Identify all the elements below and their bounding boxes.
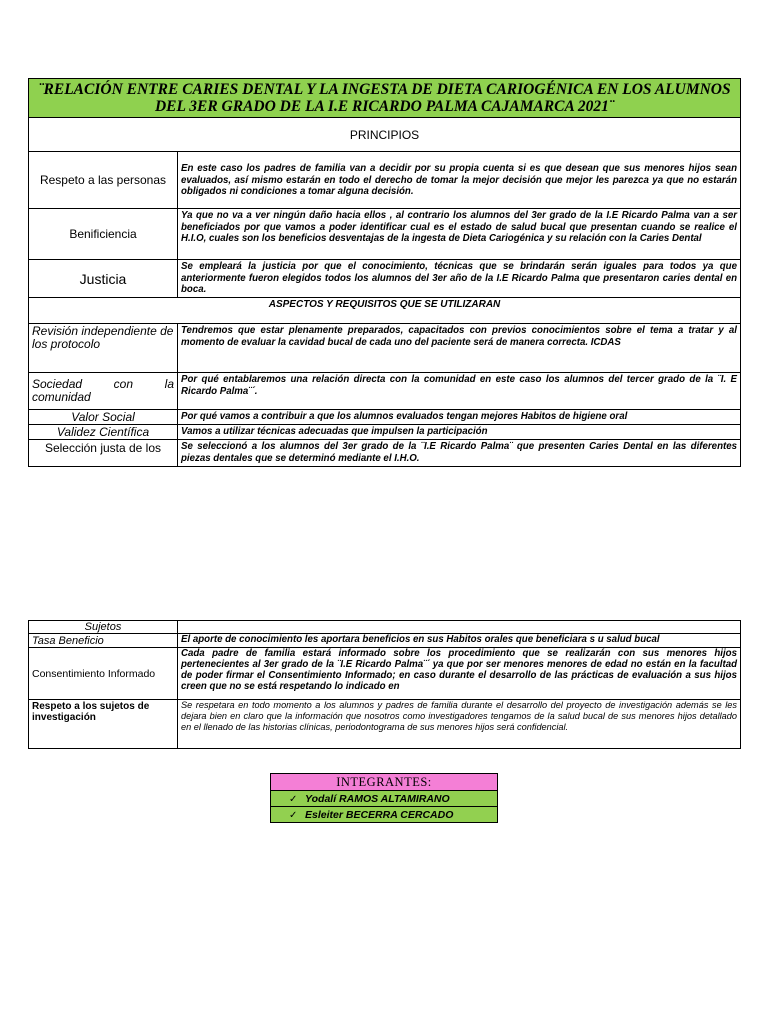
aspect-label: Sociedad con la comunidad [29, 373, 178, 410]
aspect-label: Selección justa de los [29, 440, 178, 467]
check-icon: ✓ [289, 793, 298, 805]
subject-row-label: Consentimiento Informado [29, 648, 178, 700]
principle-text: Ya que no va a ver ningún daño hacia ellos , al contrario los alumnos del 3er grado de la I.E Ricardo Palma van a ser beneficiados por que vamos a poder identificar cual es el estado de salud bucal que presentan cuando se realice el H.I.O, cuales son los beneficios desventajas de la ingesta de Dieta Cariogénica y su relación con la Caries Dental [178, 209, 741, 260]
member-name: Yodalí RAMOS ALTAMIRANO [305, 792, 450, 805]
document-title: ¨RELACIÓN ENTRE CARIES DENTAL Y LA INGESTA DE DIETA CARIOGÉNICA EN LOS ALUMNOS DEL 3ER GRADO DE LA I.E RICARDO PALMA CAJAMARCA 2021¨ [29, 79, 741, 118]
principle-label: Justicia [29, 260, 178, 298]
subject-row-label: Tasa Beneficio [29, 634, 178, 648]
team-member [271, 807, 498, 823]
principles-table [28, 78, 741, 467]
aspectos-header: ASPECTOS Y REQUISITOS QUE SE UTILIZARAN [29, 298, 741, 324]
team-table [270, 773, 498, 823]
team-member [271, 791, 498, 807]
aspect-text: Por qué entablaremos una relación directa con la comunidad en este caso los alumnos del tercer grado de la ¨I. E Ricardo Palma¨´. [178, 373, 741, 410]
subjects-label: Sujetos [29, 621, 178, 634]
aspect-label: Revisión independiente de los protocolo [29, 324, 178, 373]
team-header: INTEGRANTES: [271, 774, 498, 791]
aspect-text: Por qué vamos a contribuir a que los alumnos evaluados tengan mejores Habitos de higiene oral [178, 410, 741, 425]
aspect-label: Validez Científica [29, 425, 178, 440]
subjects-empty-cell [178, 621, 741, 634]
aspect-text: Tendremos que estar plenamente preparados, capacitados con previos conocimientos sobre el tema a tratar y al momento de evaluar la cavidad bucal de cada uno del paciente será de manera correcta. ICDAS [178, 324, 741, 373]
principle-label: Respeto a las personas [29, 152, 178, 209]
subject-row-text: Cada padre de familia estará informado sobre los procedimiento que se realizarán con sus menores hijos pertenecientes al 3er grado de la ¨I.E Ricardo Palma¨´ ya que por ser menores menores de edad no están en la facultad de poder firmar el Consentimiento Informado; en caso durante el desarrollo de las prácticas de evaluación a sus hijos creen que no se está respetando lo indicado en [178, 648, 741, 700]
member-name: Esleiter BECERRA CERCADO [305, 808, 454, 821]
principle-text: Se empleará la justicia por que el conocimiento, técnicas que se brindarán serán iguales para todos ya que anteriormente fueron elegidos todos los alumnos del 3er año de la I.E Ricardo Palma que presentaron caries dental en boca. [178, 260, 741, 298]
aspect-text: Se seleccionó a los alumnos del 3er grado de la ¨I.E Ricardo Palma¨ que presenten Caries Dental en las diferentes piezas dentales que se determinó mediante el I.H.O. [178, 440, 741, 467]
subject-row-text: El aporte de conocimiento les aportara beneficios en sus Habitos orales que beneficiara s u salud bucal [178, 634, 741, 648]
principle-text: En este caso los padres de familia van a decidir por su propia cuenta si es que desean que sus menores hijos sean evaluados, así mismo estarán en todo el derecho de tomar la mejor decisión que mejor les parezca ya que no estarán obligados ni condiciones a tomar alguna decisión. [178, 152, 741, 209]
principios-header: PRINCIPIOS [29, 118, 741, 152]
subjects-table [28, 620, 741, 749]
aspect-text: Vamos a utilizar técnicas adecuadas que impulsen la participación [178, 425, 741, 440]
principle-label: Benificiencia [29, 209, 178, 260]
subject-row-text: Se respetara en todo momento a los alumnos y padres de familia durante el desarrollo del proyecto de investigación además se les dejara bien en claro que la información que nosotros como investigadores tengamos de la salud bucal de sus menores hijos detallado en el llenado de las historias clínicas, periodontograma de sus menores hijos será confidencial. [178, 700, 741, 749]
aspect-label: Valor Social [29, 410, 178, 425]
subject-row-label: Respeto a los sujetos de investigación [29, 700, 178, 749]
check-icon: ✓ [289, 809, 298, 821]
